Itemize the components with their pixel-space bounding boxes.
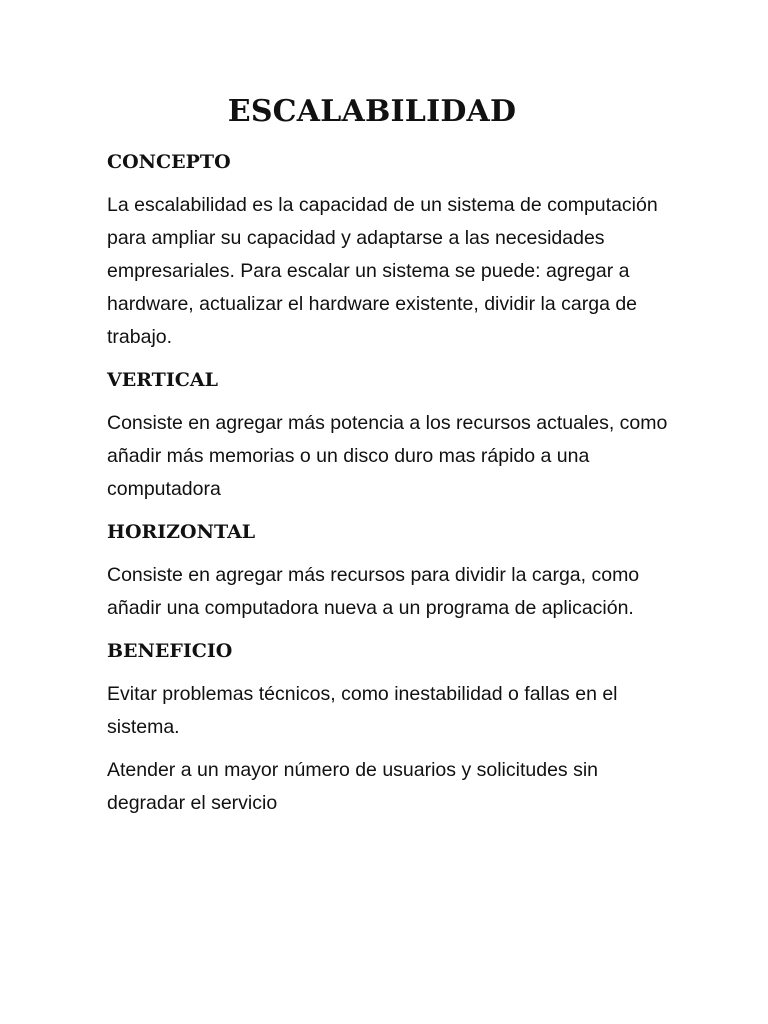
section-heading-horizontal: HORIZONTAL xyxy=(107,521,256,543)
document-title: ESCALABILIDAD xyxy=(227,94,517,129)
paragraph-horizontal: Consiste en agregar más recursos para dividir la carga, como añadir una computadora nueva a un programa de aplicación. xyxy=(107,564,640,619)
paragraph-beneficio-2: Atender a un mayor número de usuarios y solicitudes sin degradar el servicio xyxy=(107,759,599,814)
section-vertical xyxy=(107,367,677,506)
section-heading-beneficio: BENEFICIO xyxy=(107,640,233,662)
section-concepto xyxy=(107,149,677,354)
section-beneficio xyxy=(107,638,677,820)
paragraph-concepto: La escalabilidad es la capacidad de un sistema de computación para ampliar su capacidad y adaptarse a las necesidades empresariales. Para escalar un sistema se puede: agregar a hardware, actualizar el hardware existente, dividir la carga de trabajo. xyxy=(107,194,658,348)
section-heading-concepto: CONCEPTO xyxy=(107,151,231,173)
section-heading-vertical: VERTICAL xyxy=(107,369,218,391)
section-horizontal xyxy=(107,519,677,625)
paragraph-beneficio-1: Evitar problemas técnicos, como inestabilidad o fallas en el sistema. xyxy=(107,683,618,738)
document-page xyxy=(107,92,677,833)
paragraph-vertical: Consiste en agregar más potencia a los recursos actuales, como añadir más memorias o un disco duro mas rápido a una computadora xyxy=(107,412,668,500)
